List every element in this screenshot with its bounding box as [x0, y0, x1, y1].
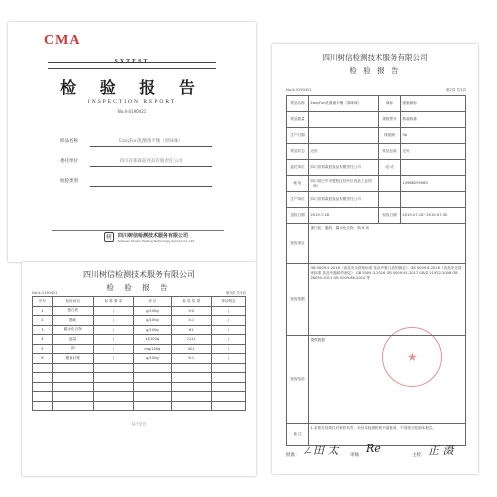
review-label: 审核：: [350, 453, 364, 458]
row-label: 电 话: [379, 160, 401, 176]
cover-sxtest: SXTEST: [114, 59, 150, 65]
table-cell: [171, 382, 212, 392]
tests-page-number: 第3页 共3页: [225, 291, 246, 295]
test-results-table: [32, 296, 246, 411]
row-label: 检验结论: [287, 336, 309, 424]
row-label: 样品状态: [287, 144, 309, 160]
row-value: 3d: [401, 128, 466, 144]
table-cell: 蛋白质: [52, 306, 93, 316]
row-label: 生产单位: [287, 192, 309, 208]
table-row-empty: [33, 401, 246, 411]
table-cell: [171, 392, 212, 402]
row-label: 检验日期: [379, 208, 401, 224]
table-cell: /: [93, 344, 134, 354]
report-row: [287, 144, 466, 160]
table-cell: kJ/100g: [134, 335, 171, 345]
table-row: [33, 316, 246, 326]
table-cell: [212, 392, 246, 402]
approve-label: 批准：: [286, 453, 300, 458]
table-cell: [33, 392, 53, 402]
cover-field-category: [60, 175, 212, 187]
field-underline: [90, 166, 212, 167]
row-label: 规格型号: [379, 112, 401, 128]
table-cell: 2: [33, 316, 53, 326]
table-cell: [134, 382, 171, 392]
cover-company: 四川树信检测技术服务有限公司: [118, 233, 189, 239]
table-cell: 6.1: [171, 354, 212, 364]
row-value: EasyFun乳酸菌平衡（原味味）: [309, 96, 379, 112]
row-label: 样品名称: [287, 96, 309, 112]
row-label: 样品包装: [379, 144, 401, 160]
field-label: 检验类别: [60, 179, 78, 184]
divider: [48, 68, 216, 69]
row-label: 委托单位: [287, 160, 309, 176]
report-detail-page: [272, 44, 478, 474]
table-cell: /: [93, 306, 134, 316]
row-value: [401, 192, 466, 208]
report-row: [287, 96, 466, 112]
row-value: 图案商标: [401, 96, 466, 112]
row-label: 生产日期: [287, 128, 309, 144]
table-cell: 1: [33, 306, 53, 316]
table-cell: 膳食纤维: [52, 354, 93, 364]
table-cell: [134, 363, 171, 373]
cover-field-sample: [60, 135, 212, 147]
cover-title: 检 验 报 告: [60, 78, 204, 97]
table-cell: 能量: [52, 335, 93, 345]
table-cell: /: [212, 325, 246, 335]
table-cell: [52, 363, 93, 373]
cover-field-client: [60, 155, 212, 167]
table-cell: [52, 401, 93, 411]
report-info-table: [286, 95, 466, 446]
test-results-page: [22, 262, 256, 476]
table-cell: /: [93, 354, 134, 364]
table-row: [33, 325, 246, 335]
table-row-empty: [33, 363, 246, 373]
row-value: 13988293983: [401, 176, 466, 192]
report-row: [287, 176, 466, 192]
table-cell: [171, 363, 212, 373]
row-label: 保质期: [379, 128, 401, 144]
table-cell: [171, 401, 212, 411]
report-row: [287, 264, 466, 336]
table-cell: /: [93, 325, 134, 335]
table-cell: [134, 401, 171, 411]
row-value: 1.本报告结果仅对来样负责，未经本检测机构书面批准，不得部分复制本报告。: [309, 424, 466, 446]
table-cell: [52, 382, 93, 392]
report-title: 检 验 报 告: [349, 66, 401, 75]
row-value: [309, 128, 379, 144]
column-header: 序号: [33, 297, 53, 307]
inspector-signature: 正 滠: [428, 444, 454, 457]
table-row: [33, 335, 246, 345]
report-cover-page: [8, 22, 256, 262]
table-cell: [93, 401, 134, 411]
table-cell: [52, 392, 93, 402]
report-no: No:X-0190421: [286, 88, 312, 92]
company-logo-icon: 树: [105, 234, 112, 241]
column-header: 标 准 要 求: [93, 297, 134, 307]
table-cell: /: [212, 335, 246, 345]
table-cell: [93, 392, 134, 402]
table-cell: g/100g: [134, 354, 171, 364]
table-cell: /: [93, 316, 134, 326]
row-value: 四川省巴中市恩阳区经开区食品工业园（B）: [309, 176, 379, 192]
field-value: EasyFun乳酸菌平衡（原味味）: [119, 139, 183, 144]
row-value: 2019-7-18: [309, 208, 379, 224]
table-cell: 6: [33, 354, 53, 364]
row-value: [309, 112, 379, 128]
row-label: 检验依据: [287, 264, 309, 336]
table-cell: 1211: [171, 335, 212, 345]
row-label: [379, 192, 401, 208]
cover-title-en: INSPECTION REPORT: [87, 99, 177, 105]
row-value: 四川省郑森兹食品有限责任公司: [309, 160, 379, 176]
table-cell: [134, 373, 171, 383]
table-header-row: [33, 297, 246, 307]
table-cell: [212, 373, 246, 383]
seal-star-icon: ★: [407, 350, 418, 364]
inspector-label: 主检：: [412, 453, 426, 458]
table-cell: g/100g: [134, 306, 171, 316]
table-row: [33, 354, 246, 364]
table-cell: [93, 382, 134, 392]
row-value: 完好: [309, 144, 379, 160]
field-underline: [90, 146, 212, 147]
row-value: 蛋白质、脂肪、碳水化合物、钠 6 项: [309, 224, 466, 264]
table-cell: [33, 382, 53, 392]
divider: [52, 230, 224, 231]
report-row: [287, 128, 466, 144]
row-label: [379, 176, 401, 192]
table-cell: /: [212, 316, 246, 326]
table-cell: [33, 363, 53, 373]
table-cell: g/100g: [134, 316, 171, 326]
row-label: 商标: [379, 96, 401, 112]
table-cell: [212, 382, 246, 392]
table-cell: g/100g: [134, 325, 171, 335]
table-cell: [33, 401, 53, 411]
table-cell: 5: [33, 344, 53, 354]
table-cell: 0.1: [171, 316, 212, 326]
table-cell: [93, 363, 134, 373]
table-cell: 61: [171, 325, 212, 335]
row-value: 散装称重: [401, 112, 466, 128]
company-seal: [382, 327, 442, 387]
field-underline: [90, 186, 212, 187]
report-row: [287, 208, 466, 224]
row-label: 送检日期: [287, 208, 309, 224]
row-value: GB 5009.5-2016《食品安全国家标准 食品中蛋白质的测定》 GB 5009.6-2016《食品安全国家标准 食品中脂肪的测定》 GB 5009.3-2016 GB 5009.91-2017 GB/Z 21922-2008 GB 28050-2011 GB 5009.88-2014 等: [309, 264, 466, 336]
column-header: 检 验 结 果: [171, 297, 212, 307]
row-value: 提供数据: [309, 336, 466, 424]
report-row: [287, 192, 466, 208]
field-label: 样品名称: [60, 139, 78, 144]
column-header: 单 位: [134, 297, 171, 307]
row-label: 备 注: [287, 424, 309, 446]
table-cell: [52, 373, 93, 383]
table-cell: /: [212, 306, 246, 316]
row-label: 地 址: [287, 176, 309, 192]
table-cell: 4: [33, 335, 53, 345]
row-value: [401, 160, 466, 176]
table-cell: 钠: [52, 344, 93, 354]
report-row: [287, 112, 466, 128]
report-company: 四川树信检测技术服务有限公司: [322, 53, 428, 62]
field-value: 四川省郑森兹食品有限责任公司: [119, 159, 183, 164]
column-header: 检验项目: [52, 297, 93, 307]
table-cell: [212, 363, 246, 373]
cover-company-en: Sichuan Shuxin Testing Technology Service Co.,Ltd.: [118, 239, 195, 243]
table-cell: /: [93, 335, 134, 345]
field-label: 委托单位: [60, 159, 78, 164]
table-row: [33, 344, 246, 354]
cover-report-no: No:X-0190421: [117, 109, 147, 114]
report-row: [287, 224, 466, 264]
row-value: 四川省郑森兹食品有限责任公司: [309, 192, 379, 208]
table-row-empty: [33, 373, 246, 383]
table-row-empty: [33, 392, 246, 402]
row-value: 完好: [401, 144, 466, 160]
tests-company: 四川树信检测技术服务有限公司: [83, 270, 195, 279]
table-cell: 9.0: [171, 306, 212, 316]
table-cell: [33, 373, 53, 383]
table-end-note: 以下空白: [131, 422, 147, 426]
report-page-number: 第2页 共3页: [445, 88, 466, 92]
table-row-empty: [33, 382, 246, 392]
table-cell: /: [212, 344, 246, 354]
table-cell: /: [212, 354, 246, 364]
table-cell: [93, 373, 134, 383]
table-cell: [134, 392, 171, 402]
report-row: [287, 160, 466, 176]
table-cell: 401: [171, 344, 212, 354]
tests-report-no: No:X-0190421: [32, 291, 58, 295]
table-cell: [212, 401, 246, 411]
table-cell: 碳水化合物: [52, 325, 93, 335]
row-label: 检验项目: [287, 224, 309, 264]
table-cell: 3: [33, 325, 53, 335]
row-value: 2019-07-18~2019-07-30: [401, 208, 466, 224]
table-cell: mg/100g: [134, 344, 171, 354]
row-label: 样品数量: [287, 112, 309, 128]
table-cell: [171, 373, 212, 383]
cma-logo: CMA: [44, 33, 81, 48]
tests-title: 检 验 报 告: [106, 283, 172, 292]
table-row: [33, 306, 246, 316]
table-cell: 脂肪: [52, 316, 93, 326]
approve-signature: ㄥ田 太: [302, 444, 339, 457]
review-signature: Re: [366, 442, 381, 455]
column-header: 单项判定: [212, 297, 246, 307]
